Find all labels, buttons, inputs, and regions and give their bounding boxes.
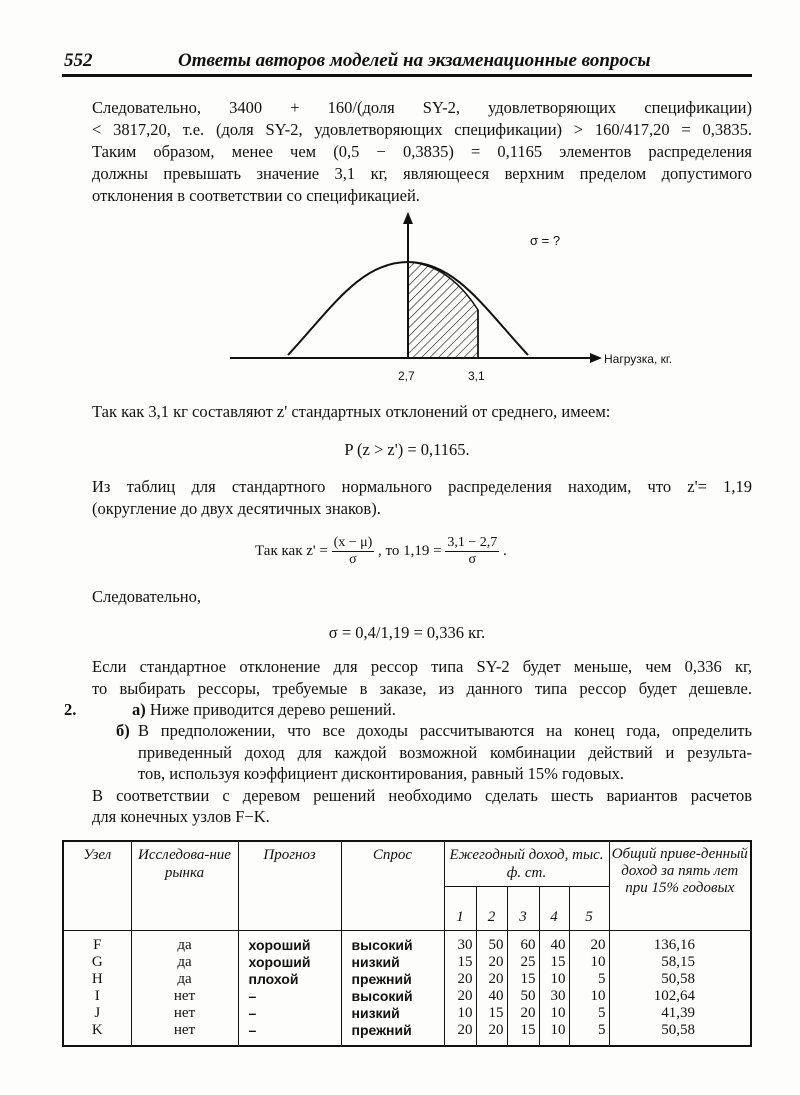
cell-total: 41,39 xyxy=(609,1005,751,1022)
header-year: 4 xyxy=(539,887,569,931)
text-line: тов, используя коэффициент дисконтирования, равный 15% годовых. xyxy=(138,764,625,783)
cell-year-4: 30 xyxy=(539,988,569,1005)
table-row xyxy=(63,971,751,988)
item-label: а) xyxy=(132,700,146,719)
text-line: Если стандартное отклонение для рессор типа SY-2 будет меньше, чем 0,336 кг, xyxy=(92,657,752,676)
x-axis-arrow xyxy=(590,353,602,363)
sigma-label: σ = ? xyxy=(530,233,561,248)
header-research: Исследова-ние рынка xyxy=(131,841,238,931)
cell-node: I xyxy=(63,988,131,1005)
cell-demand: прежний xyxy=(341,971,444,988)
table-row xyxy=(63,988,751,1005)
cell-node: H xyxy=(63,971,131,988)
tick-label-limit: 3,1 xyxy=(468,369,485,383)
cell-node: K xyxy=(63,1022,131,1046)
cell-year-5: 20 xyxy=(569,931,609,955)
cell-research: да xyxy=(131,971,238,988)
page-number: 552 xyxy=(64,50,93,71)
cell-year-2: 20 xyxy=(476,954,507,971)
text-line: В предположении, что все доходы рассчитываются на конец года, определить xyxy=(138,721,752,740)
text-line: должны превышать значение 3,1 кг, являющееся верхним пределом допустимого xyxy=(92,164,752,183)
header-rule xyxy=(62,74,752,77)
cell-year-4: 15 xyxy=(539,954,569,971)
cell-year-4: 10 xyxy=(539,1005,569,1022)
header-year: 3 xyxy=(507,887,539,931)
cell-year-1: 30 xyxy=(444,931,476,955)
text-line: Так как 3,1 кг составляют z' стандартных отклонений от среднего, имеем: xyxy=(92,402,611,421)
text-line: отклонения в соответствии со спецификацией. xyxy=(92,186,420,205)
cell-research: да xyxy=(131,931,238,955)
table-row xyxy=(63,1005,751,1022)
text-line: В соответствии с деревом решений необходимо сделать шесть вариантов расчетов xyxy=(92,786,752,805)
cell-total: 136,16 xyxy=(609,931,751,955)
text-line: Следовательно, xyxy=(92,587,201,606)
cell-year-3: 50 xyxy=(507,988,539,1005)
fraction: $\frac{(x - \mu)}{\sigma}$ xyxy=(333,535,373,567)
header-forecast: Прогноз xyxy=(238,841,341,931)
header-year: 2 xyxy=(476,887,507,931)
cell-year-3: 25 xyxy=(507,954,539,971)
cell-demand: высокий xyxy=(341,931,444,955)
cell-node: J xyxy=(63,1005,131,1022)
cell-research: нет xyxy=(131,1005,238,1022)
tick-label-mean: 2,7 xyxy=(398,369,415,383)
cell-forecast: хороший xyxy=(238,931,341,955)
cell-year-2: 15 xyxy=(476,1005,507,1022)
cell-forecast: – xyxy=(238,1022,341,1046)
table-row xyxy=(63,931,751,955)
cell-year-5: 5 xyxy=(569,1022,609,1046)
item-label: б) xyxy=(116,721,130,740)
cell-year-5: 5 xyxy=(569,1005,609,1022)
header-demand: Спрос xyxy=(341,841,444,931)
cell-demand: высокий xyxy=(341,988,444,1005)
cell-year-5: 10 xyxy=(569,988,609,1005)
text-line: Из таблиц для стандартного нормального распределения находим, что z'= 1,19 xyxy=(92,477,752,496)
cell-year-2: 20 xyxy=(476,1022,507,1046)
cell-research: нет xyxy=(131,988,238,1005)
cell-forecast: – xyxy=(238,988,341,1005)
fraction: $\frac{3,1 - 2,7}{\sigma}$ xyxy=(447,535,498,567)
x-axis-label: Нагрузка, кг. xyxy=(604,352,673,366)
cell-forecast: – xyxy=(238,1005,341,1022)
formula-text: Так как z' = xyxy=(255,542,328,559)
cell-year-1: 15 xyxy=(444,954,476,971)
cell-year-4: 10 xyxy=(539,971,569,988)
cell-year-4: 40 xyxy=(539,931,569,955)
cell-year-2: 50 xyxy=(476,931,507,955)
equation: σ = 0,4/1,19 = 0,336 кг. xyxy=(328,623,486,642)
cell-research: нет xyxy=(131,1022,238,1046)
z-formula: Так как z' = $\frac{(x - \mu)}{\sigma}$ , то 1,19 = $\frac{3,1 - 2,7}{\sigma}$ . xyxy=(255,535,507,567)
text-line: Таким образом, менее чем (0,5 − 0,3835) = 0,1165 элементов распределения xyxy=(92,142,752,161)
header-year: 1 xyxy=(444,887,476,931)
running-header: Ответы авторов моделей на экзаменационные вопросы xyxy=(178,50,651,71)
income-table xyxy=(62,840,752,1047)
cell-year-3: 20 xyxy=(507,1005,539,1022)
cell-total: 50,58 xyxy=(609,971,751,988)
normal-distribution-figure xyxy=(0,210,800,390)
item-number: 2. xyxy=(64,700,77,719)
cell-year-5: 5 xyxy=(569,971,609,988)
cell-year-5: 10 xyxy=(569,954,609,971)
cell-year-3: 60 xyxy=(507,931,539,955)
cell-forecast: плохой xyxy=(238,971,341,988)
cell-year-3: 15 xyxy=(507,1022,539,1046)
table-row xyxy=(63,1022,751,1046)
cell-year-3: 15 xyxy=(507,971,539,988)
cell-year-1: 10 xyxy=(444,1005,476,1022)
text-line: для конечных узлов F−K. xyxy=(92,807,270,826)
y-axis-arrow xyxy=(403,212,413,224)
cell-node: G xyxy=(63,954,131,971)
cell-research: да xyxy=(131,954,238,971)
header-total: Общий приве-денный доход за пять лет при 15% годовых xyxy=(609,841,751,931)
cell-total: 102,64 xyxy=(609,988,751,1005)
cell-node: F xyxy=(63,931,131,955)
cell-year-4: 10 xyxy=(539,1022,569,1046)
header-node: Узел xyxy=(63,841,131,931)
cell-year-2: 40 xyxy=(476,988,507,1005)
cell-forecast: хороший xyxy=(238,954,341,971)
text-line: приведенный доход для каждой возможной комбинации действий и результа- xyxy=(138,743,752,762)
cell-total: 58,15 xyxy=(609,954,751,971)
formula-text: , то 1,19 = xyxy=(378,542,442,559)
text-line: (округление до двух десятичных знаков). xyxy=(92,499,381,518)
text-line: Следовательно, 3400 + 160/(доля SY-2, удовлетворяющих спецификации) xyxy=(92,98,752,117)
cell-total: 50,58 xyxy=(609,1022,751,1046)
cell-year-2: 20 xyxy=(476,971,507,988)
cell-year-1: 20 xyxy=(444,971,476,988)
cell-year-1: 20 xyxy=(444,988,476,1005)
text-line: < 3817,20, т.е. (доля SY-2, удовлетворяющих спецификации) > 160/417,20 = 0,3835. xyxy=(92,120,752,139)
cell-demand: низкий xyxy=(341,954,444,971)
text-line: то выбирать рессоры, требуемые в заказе, из данного типа рессор будет дешевле. xyxy=(92,679,752,698)
cell-demand: прежний xyxy=(341,1022,444,1046)
cell-demand: низкий xyxy=(341,1005,444,1022)
shaded-area xyxy=(408,262,478,358)
equation: P (z > z') = 0,1165. xyxy=(344,440,470,459)
header-year: 5 xyxy=(569,887,609,931)
text-line: Ниже приводится дерево решений. xyxy=(149,700,396,719)
header-annual-income: Ежегодный доход, тыс. ф. ст. xyxy=(444,841,609,887)
table-row xyxy=(63,954,751,971)
cell-year-1: 20 xyxy=(444,1022,476,1046)
